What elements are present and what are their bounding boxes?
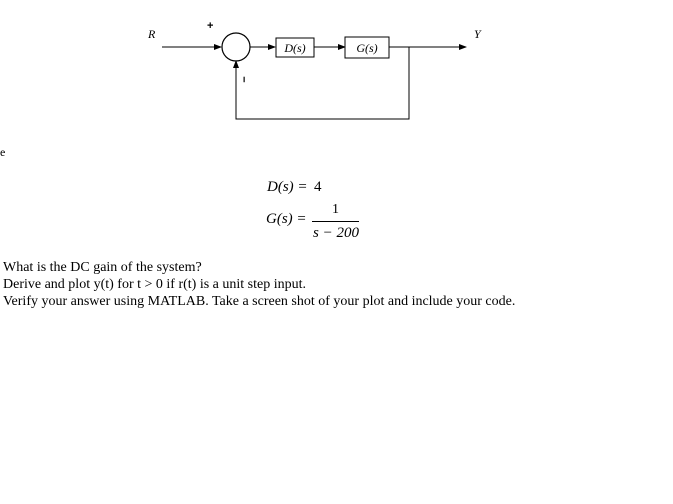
d-equation-rhs: 4: [314, 179, 322, 195]
g-equation-lhs: G(s) =: [266, 211, 307, 227]
question-list: [3, 259, 515, 310]
summing-junction: [222, 33, 250, 61]
controller-block-label: D(s): [284, 41, 306, 55]
question-dc-gain: What is the DC gain of the system?: [3, 260, 202, 275]
plant-block-label: G(s): [356, 41, 378, 55]
question-matlab: Verify your answer using MATLAB. Take a screen shot of your plot and include your code.: [3, 294, 516, 309]
output-label: Y: [474, 27, 481, 41]
plus-sign: +: [207, 20, 214, 32]
d-equation-lhs: D(s) =: [267, 179, 308, 195]
g-fraction-bar: [312, 221, 359, 222]
question-step-response: Derive and plot y(t) for t > 0 if r(t) is a unit step input.: [3, 277, 306, 292]
input-label: R: [148, 27, 156, 41]
block-diagram: [0, 0, 673, 140]
minus-sign: −: [237, 76, 250, 83]
g-denominator: s − 200: [313, 225, 359, 241]
edge-fragment-text: e: [0, 145, 6, 159]
g-numerator: 1: [332, 202, 339, 217]
